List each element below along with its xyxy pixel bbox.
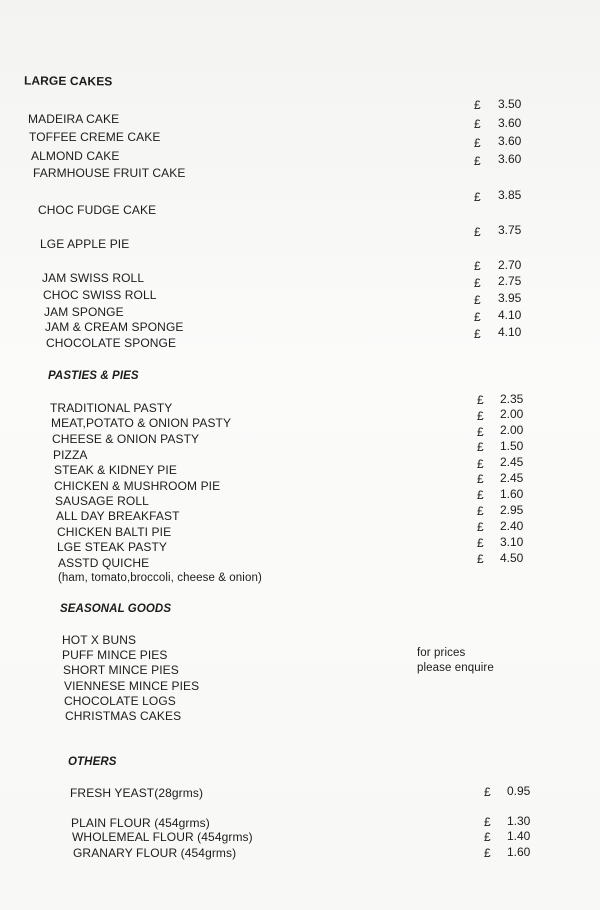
item-almond-cake: ALMOND CAKE bbox=[31, 149, 120, 163]
price-pasties-pies: 3.10 bbox=[500, 535, 524, 549]
price-others: 1.60 bbox=[507, 845, 531, 859]
section-heading-large-cakes: LARGE CAKES bbox=[23, 73, 113, 89]
section-heading-others: OTHERS bbox=[68, 756, 117, 768]
price-large-cakes: 4.10 bbox=[498, 308, 522, 322]
item-lge-steak-pasty: LGE STEAK PASTY bbox=[57, 540, 167, 554]
item-steak-kidney-pie: STEAK & KIDNEY PIE bbox=[54, 463, 177, 477]
price-large-cakes: 3.60 bbox=[498, 152, 522, 166]
currency-symbol: £ bbox=[474, 310, 481, 324]
item-madeira-cake: MADEIRA CAKE bbox=[28, 112, 120, 126]
price-pasties-pies: 2.00 bbox=[500, 407, 524, 421]
price-large-cakes: 4.10 bbox=[498, 325, 522, 339]
price-large-cakes: 3.75 bbox=[498, 223, 522, 237]
price-pasties-pies: 2.95 bbox=[500, 503, 524, 517]
price-pasties-pies: 2.40 bbox=[500, 519, 524, 533]
item-short-mince-pies: SHORT MINCE PIES bbox=[63, 663, 179, 677]
currency-symbol: £ bbox=[484, 846, 491, 860]
currency-symbol: £ bbox=[477, 472, 484, 486]
currency-symbol: £ bbox=[477, 425, 484, 439]
item-meat-potato-onion-pasty: MEAT,POTATO & ONION PASTY bbox=[51, 416, 232, 430]
item-plain-flour: PLAIN FLOUR (454grms) bbox=[71, 816, 210, 830]
item-sausage-roll: SAUSAGE ROLL bbox=[55, 494, 149, 508]
price-pasties-pies: 4.50 bbox=[500, 551, 524, 565]
currency-symbol: £ bbox=[477, 409, 484, 423]
seasonal-price-note-line1: for prices bbox=[417, 647, 466, 659]
currency-symbol: £ bbox=[477, 552, 484, 566]
price-pasties-pies: 1.50 bbox=[500, 439, 524, 453]
item-jam-sponge: JAM SPONGE bbox=[44, 305, 124, 319]
item-viennese-mince-pies: VIENNESE MINCE PIES bbox=[64, 679, 200, 693]
item-all-day-breakfast: ALL DAY BREAKFAST bbox=[56, 509, 180, 523]
price-others: 1.30 bbox=[507, 814, 531, 828]
currency-symbol: £ bbox=[474, 293, 481, 307]
item-fresh-yeast: FRESH YEAST(28grms) bbox=[70, 786, 204, 800]
item-pizza: PIZZA bbox=[53, 448, 88, 462]
item-asstd-quiche: ASSTD QUICHE bbox=[58, 556, 150, 570]
currency-symbol: £ bbox=[484, 830, 491, 844]
currency-symbol: £ bbox=[484, 785, 491, 799]
item-chocolate-logs: CHOCOLATE LOGS bbox=[64, 694, 176, 708]
currency-symbol: £ bbox=[474, 225, 481, 239]
price-pasties-pies: 2.35 bbox=[500, 392, 524, 406]
price-large-cakes: 2.70 bbox=[498, 258, 522, 272]
currency-symbol: £ bbox=[474, 98, 481, 112]
currency-symbol: £ bbox=[484, 815, 491, 829]
price-pasties-pies: 2.00 bbox=[500, 423, 524, 437]
item-jam-cream-sponge: JAM & CREAM SPONGE bbox=[45, 320, 184, 334]
price-pasties-pies: 2.45 bbox=[500, 471, 524, 485]
price-pasties-pies: 2.45 bbox=[500, 455, 524, 469]
currency-symbol: £ bbox=[474, 327, 481, 341]
currency-symbol: £ bbox=[477, 504, 484, 518]
item-hot-x-buns: HOT X BUNS bbox=[62, 633, 137, 647]
item-choc-swiss-roll: CHOC SWISS ROLL bbox=[43, 288, 157, 302]
currency-symbol: £ bbox=[474, 136, 481, 150]
price-others: 1.40 bbox=[507, 829, 531, 843]
currency-symbol: £ bbox=[474, 154, 481, 168]
price-large-cakes: 2.75 bbox=[498, 274, 522, 288]
price-large-cakes: 3.60 bbox=[498, 134, 522, 148]
currency-symbol: £ bbox=[474, 276, 481, 290]
item-chicken-balti-pie: CHICKEN BALTI PIE bbox=[57, 525, 172, 539]
item-jam-swiss-roll: JAM SWISS ROLL bbox=[42, 271, 145, 285]
item-choc-fudge-cake: CHOC FUDGE CAKE bbox=[38, 203, 157, 217]
item-christmas-cakes: CHRISTMAS CAKES bbox=[65, 709, 182, 723]
item-farmhouse-fruit-cake: FARMHOUSE FRUIT CAKE bbox=[33, 166, 186, 180]
currency-symbol: £ bbox=[477, 440, 484, 454]
price-large-cakes: 3.95 bbox=[498, 291, 522, 305]
item-chicken-mushroom-pie: CHICKEN & MUSHROOM PIE bbox=[54, 479, 221, 493]
item-cheese-onion-pasty: CHEESE & ONION PASTY bbox=[52, 432, 200, 446]
currency-symbol: £ bbox=[477, 457, 484, 471]
price-pasties-pies: 1.60 bbox=[500, 487, 524, 501]
price-large-cakes: 3.60 bbox=[498, 116, 522, 130]
currency-symbol: £ bbox=[477, 536, 484, 550]
currency-symbol: £ bbox=[477, 393, 484, 407]
item-granary-flour: GRANARY FLOUR (454grms) bbox=[73, 846, 237, 860]
section-heading-seasonal-goods: SEASONAL GOODS bbox=[60, 603, 172, 615]
quiche-fillings-note: (ham, tomato,broccoli, cheese & onion) bbox=[58, 572, 262, 584]
item-lge-apple-pie: LGE APPLE PIE bbox=[40, 237, 130, 251]
item-toffee-creme-cake: TOFFEE CREME CAKE bbox=[29, 130, 161, 144]
price-others: 0.95 bbox=[507, 784, 531, 798]
price-large-cakes: 3.85 bbox=[498, 188, 522, 202]
section-heading-pasties-pies: PASTIES & PIES bbox=[48, 370, 139, 382]
currency-symbol: £ bbox=[474, 259, 481, 273]
item-wholemeal-flour: WHOLEMEAL FLOUR (454grms) bbox=[72, 830, 253, 844]
seasonal-price-note-line2: please enquire bbox=[417, 662, 494, 674]
currency-symbol: £ bbox=[477, 488, 484, 502]
item-chocolate-sponge: CHOCOLATE SPONGE bbox=[46, 336, 177, 350]
currency-symbol: £ bbox=[477, 520, 484, 534]
item-puff-mince-pies: PUFF MINCE PIES bbox=[62, 648, 168, 662]
item-traditional-pasty: TRADITIONAL PASTY bbox=[50, 401, 173, 415]
currency-symbol: £ bbox=[474, 190, 481, 204]
currency-symbol: £ bbox=[474, 117, 481, 131]
price-large-cakes: 3.50 bbox=[498, 97, 522, 111]
